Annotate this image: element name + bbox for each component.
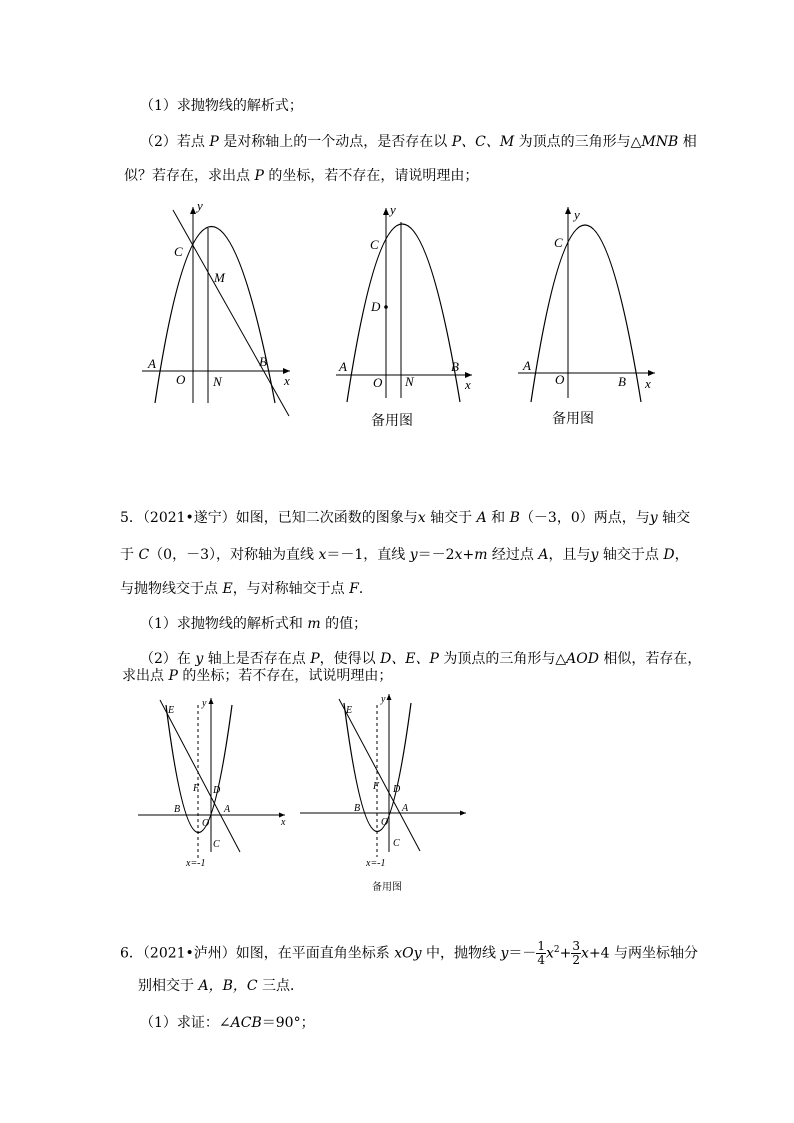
q5-line3: 与抛物线交于点 E，与对称轴交于点 F．: [120, 581, 373, 597]
label-E: E: [346, 705, 353, 716]
label-O: O: [373, 375, 383, 390]
label-F: F: [373, 781, 380, 792]
fraction-3-2: $\frac{3}{2}$: [572, 939, 581, 968]
label-A: A: [148, 356, 156, 371]
label-O: O: [555, 372, 565, 387]
label-C: C: [393, 838, 400, 849]
label-x: x: [281, 817, 286, 828]
label-y: y: [197, 198, 203, 213]
label-x: x: [284, 373, 290, 388]
y-axis-arrow: [387, 694, 392, 700]
label-N: N: [213, 374, 222, 389]
q5-line2: 于 C（0，－3），对称轴为直线 x＝－1，直线 y＝－2x+m 经过点 A，且与y 轴交于点 D，: [120, 547, 689, 563]
label-C: C: [174, 244, 183, 259]
label-O: O: [202, 818, 210, 829]
label-N: N: [405, 374, 414, 389]
label-M: M: [214, 270, 225, 285]
q5-caption-backup: 备用图: [372, 882, 402, 893]
q5-part2-line1: （2）在 y 轴上是否存在点 P，使得以 D、E、P 为顶点的三角形与△AOD 相似，若存在，: [140, 651, 702, 667]
label-B: B: [259, 354, 267, 369]
label-O: O: [176, 372, 186, 387]
q4-caption-backup-2: 备用图: [552, 411, 594, 427]
q6-part1: （1）求证：∠ACB＝90°；: [140, 1015, 315, 1031]
q6-line2: 别相交于 A，B，C 三点．: [138, 978, 305, 994]
label-B: B: [618, 374, 626, 389]
label-D: D: [393, 784, 401, 795]
label-y: y: [202, 698, 207, 709]
label-O: O: [381, 817, 389, 828]
label-y: y: [390, 202, 396, 217]
q4-part2-line1: （2）若点 P 是对称轴上的一个动点，是否存在以 P、C、M 为顶点的三角形与△MNB 相: [140, 134, 697, 150]
label-C: C: [370, 237, 379, 252]
label-F: F: [193, 783, 200, 794]
label-D: D: [213, 785, 221, 796]
label-A: A: [339, 359, 347, 374]
label-A: A: [224, 804, 231, 815]
label-x: x: [645, 376, 651, 391]
label-B: B: [451, 359, 459, 374]
label-A: A: [402, 803, 409, 814]
label-C: C: [213, 839, 220, 850]
label-B: B: [354, 803, 361, 814]
label-y: y: [381, 694, 386, 705]
label-D: D: [371, 299, 381, 314]
label-E: E: [168, 705, 175, 716]
fraction-1-4: $\frac{1}{4}$: [537, 939, 546, 968]
q4-caption-backup-1: 备用图: [371, 413, 413, 429]
q4-part1: （1）求抛物线的解析式；: [140, 98, 303, 114]
label-x: x: [465, 377, 471, 392]
label-axis-eq: x=-1: [186, 858, 206, 869]
label-y: y: [574, 207, 580, 222]
q6-line1: 6．（2021•泸州）如图，在平面直角坐标系 xOy 中，抛物线 y＝－ $\frac{1}{4}$ $x^2+$ $\frac{3}{2}$ x+4 与两坐标轴分: [120, 939, 699, 968]
q5-part1: （1）求抛物线的解析式和 m 的值；: [140, 616, 368, 632]
q4-part2-line2: 似？若存在，求出点 P 的坐标，若不存在，请说明理由；: [124, 168, 479, 184]
q5-line1: 5．（2021•遂宁）如图，已知二次函数的图象与x 轴交于 A 和 B（－3，0）两点，与y 轴交: [120, 510, 691, 526]
label-B: B: [174, 804, 181, 815]
label-axis-eq: x=-1: [366, 858, 386, 869]
q5-part2-line2: 求出点 P 的坐标；若不存在，试说明理由；: [122, 668, 393, 684]
label-C: C: [554, 235, 563, 250]
x-axis-arrow: [460, 811, 466, 816]
label-A: A: [523, 358, 531, 373]
